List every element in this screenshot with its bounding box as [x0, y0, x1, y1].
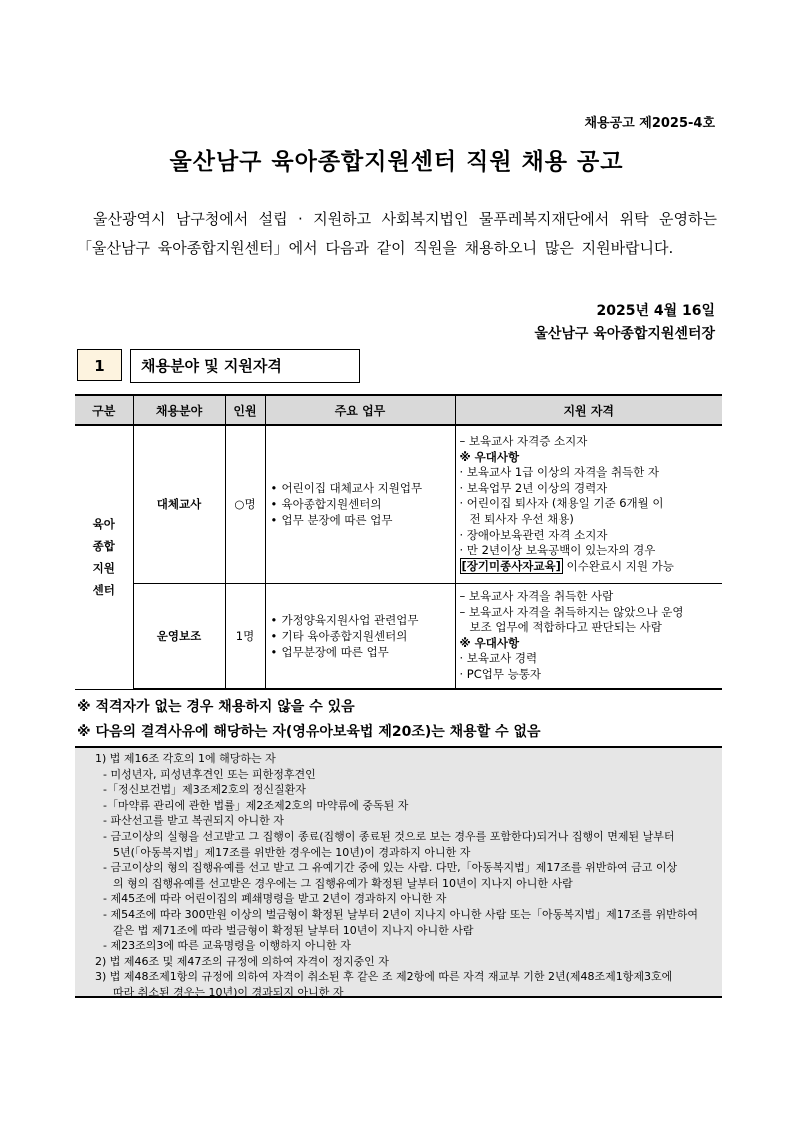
- qualifications-cell: – 보육교사 자격증 소지자 ※ 우대사항 · 보육교사 1급 이상의 자격을 취득한 자 · 보육업무 2년 이상의 경력자 · 어린이집 퇴사자 (채용일 기준 6개월 이 전 퇴사자 우선 채용) · 장애아보육관련 자격 소지자 · 만 2년이상 보육공백이 있는자의 경우 [장기미종사자교육] 이수완료시 지원 가능: [455, 425, 722, 583]
- intro-paragraph: 울산광역시 남구청에서 설립 · 지원하고 사회복지법인 물푸레복지재단에서 위탁 운영하는「울산남구 육아종합지원센터」에서 다음과 같이 직원을 채용하오니 많은 지원바랍니다.: [77, 210, 717, 257]
- duty-item: • 육아종합지원센터의: [282, 496, 451, 512]
- list-item: 3) 법 제48조제1항의 규정에 의하여 자격이 취소된 후 같은 조 제2항에 따른 자격 재교부 기한 2년(제48조제1항제3호에: [95, 970, 673, 984]
- duty-item: • 기타 육아종합지원센터의: [282, 628, 451, 644]
- recruitment-table: [75, 394, 722, 690]
- field-cell: 운영보조: [133, 583, 225, 689]
- list-item: - 미성년자, 피성년후견인 또는 피한정후견인: [103, 767, 316, 781]
- category-cell: 육아 종합 지원 센터: [75, 425, 133, 689]
- qualifications-cell: – 보육교사 자격을 취득한 사람 – 보육교사 자격을 취득하지는 않았으나 운영 보조 업무에 적합하다고 판단되는 사람 ※ 우대사항 · 보육교사 경력 · PC업무 능통자: [455, 583, 722, 689]
- list-item: 1) 법 제16조 각호의 1에 해당하는 자: [95, 752, 276, 765]
- list-item: - 제45조에 따라 어린이집의 폐쇄명령을 받고 2년이 경과하지 아니한 자: [103, 892, 447, 906]
- list-item: 2) 법 제46조 및 제47조의 규정에 의하여 자격이 정지중인 자: [95, 954, 389, 968]
- list-item: -「정신보건법」제3조제2호의 정신질환자: [103, 783, 306, 797]
- column-header: 주요 업무: [265, 395, 455, 425]
- note-no-qualified: ※ 적격자가 없는 경우 채용하지 않을 수 있음: [77, 699, 355, 715]
- list-item: - 금고이상의 실형을 선고받고 그 집행이 종료(집행이 종료된 것으로 보는 경우를 포함한다)되거나 집행이 면제된 날부터: [103, 829, 675, 843]
- field-cell: 대체교사: [133, 425, 225, 583]
- list-item: 같은 법 제71조에 따라 벌금형이 확정된 날부터 10년이 지나지 아니한 사람: [113, 923, 474, 937]
- list-item: - 금고이상의 형의 집행유예를 선고 받고 그 유예기간 중에 있는 사람. 다만,「아동복지법」제17조를 위반하여 금고 이상: [103, 861, 678, 875]
- column-header: 인원: [225, 395, 265, 425]
- duties-cell: [265, 425, 455, 583]
- duty-item: • 어린이집 대체교사 지원업무: [282, 480, 451, 496]
- table-row: [75, 425, 722, 583]
- count-cell: ○명: [225, 425, 265, 583]
- notice-signer: 울산남구 육아종합지원센터장: [534, 326, 715, 342]
- list-item: - 파산선고를 받고 복권되지 아니한 자: [103, 814, 284, 828]
- note-disqualification: ※ 다음의 결격사유에 해당하는 자(영유아보육법 제20조)는 채용할 수 없음: [77, 724, 541, 740]
- duty-item: • 가정양육지원사업 관련업무: [282, 612, 451, 628]
- table-header-row: [75, 395, 722, 425]
- list-item: -「마약류 관리에 관한 법률」제2조제2호의 마약류에 중독된 자: [103, 798, 409, 812]
- duty-item: • 업무 분장에 따른 업무: [282, 512, 451, 528]
- list-item: 5년(「아동복지법」제17조를 위반한 경우에는 10년)이 경과하지 아니한 자: [113, 845, 471, 859]
- column-header: 채용분야: [133, 395, 225, 425]
- duties-cell: [265, 583, 455, 689]
- count-cell: 1명: [225, 583, 265, 689]
- section-number: 1: [77, 349, 122, 381]
- list-item: 따라 취소된 경우는 10년)이 경과되지 아니한 자: [113, 985, 344, 999]
- list-item: - 제54조에 따라 300만원 이상의 벌금형이 확정된 날부터 2년이 지나지 아니한 사람 또는「아동복지법」제17조를 위반하여: [103, 907, 698, 921]
- notice-date: 2025년 4월 16일: [596, 303, 715, 319]
- list-item: - 제23조의3에 따른 교육명령을 이행하지 아니한 자: [103, 939, 351, 953]
- duty-item: • 업무분장에 따른 업무: [282, 644, 451, 660]
- notice-number: 채용공고 제2025-4호: [584, 116, 715, 131]
- highlight-box: [장기미종사자교육]: [461, 558, 561, 573]
- disqualification-box: [75, 746, 722, 998]
- column-header: 구분: [75, 395, 133, 425]
- list-item: 의 형의 집행유예를 선고받은 경우에는 그 집행유예가 확정된 날부터 10년이 지나지 아니한 사람: [113, 876, 573, 890]
- table-row: [75, 583, 722, 689]
- column-header: 지원 자격: [455, 395, 722, 425]
- page-title: 울산남구 육아종합지원센터 직원 채용 공고: [169, 149, 624, 175]
- section-title: 채용분야 및 지원자격: [130, 349, 360, 383]
